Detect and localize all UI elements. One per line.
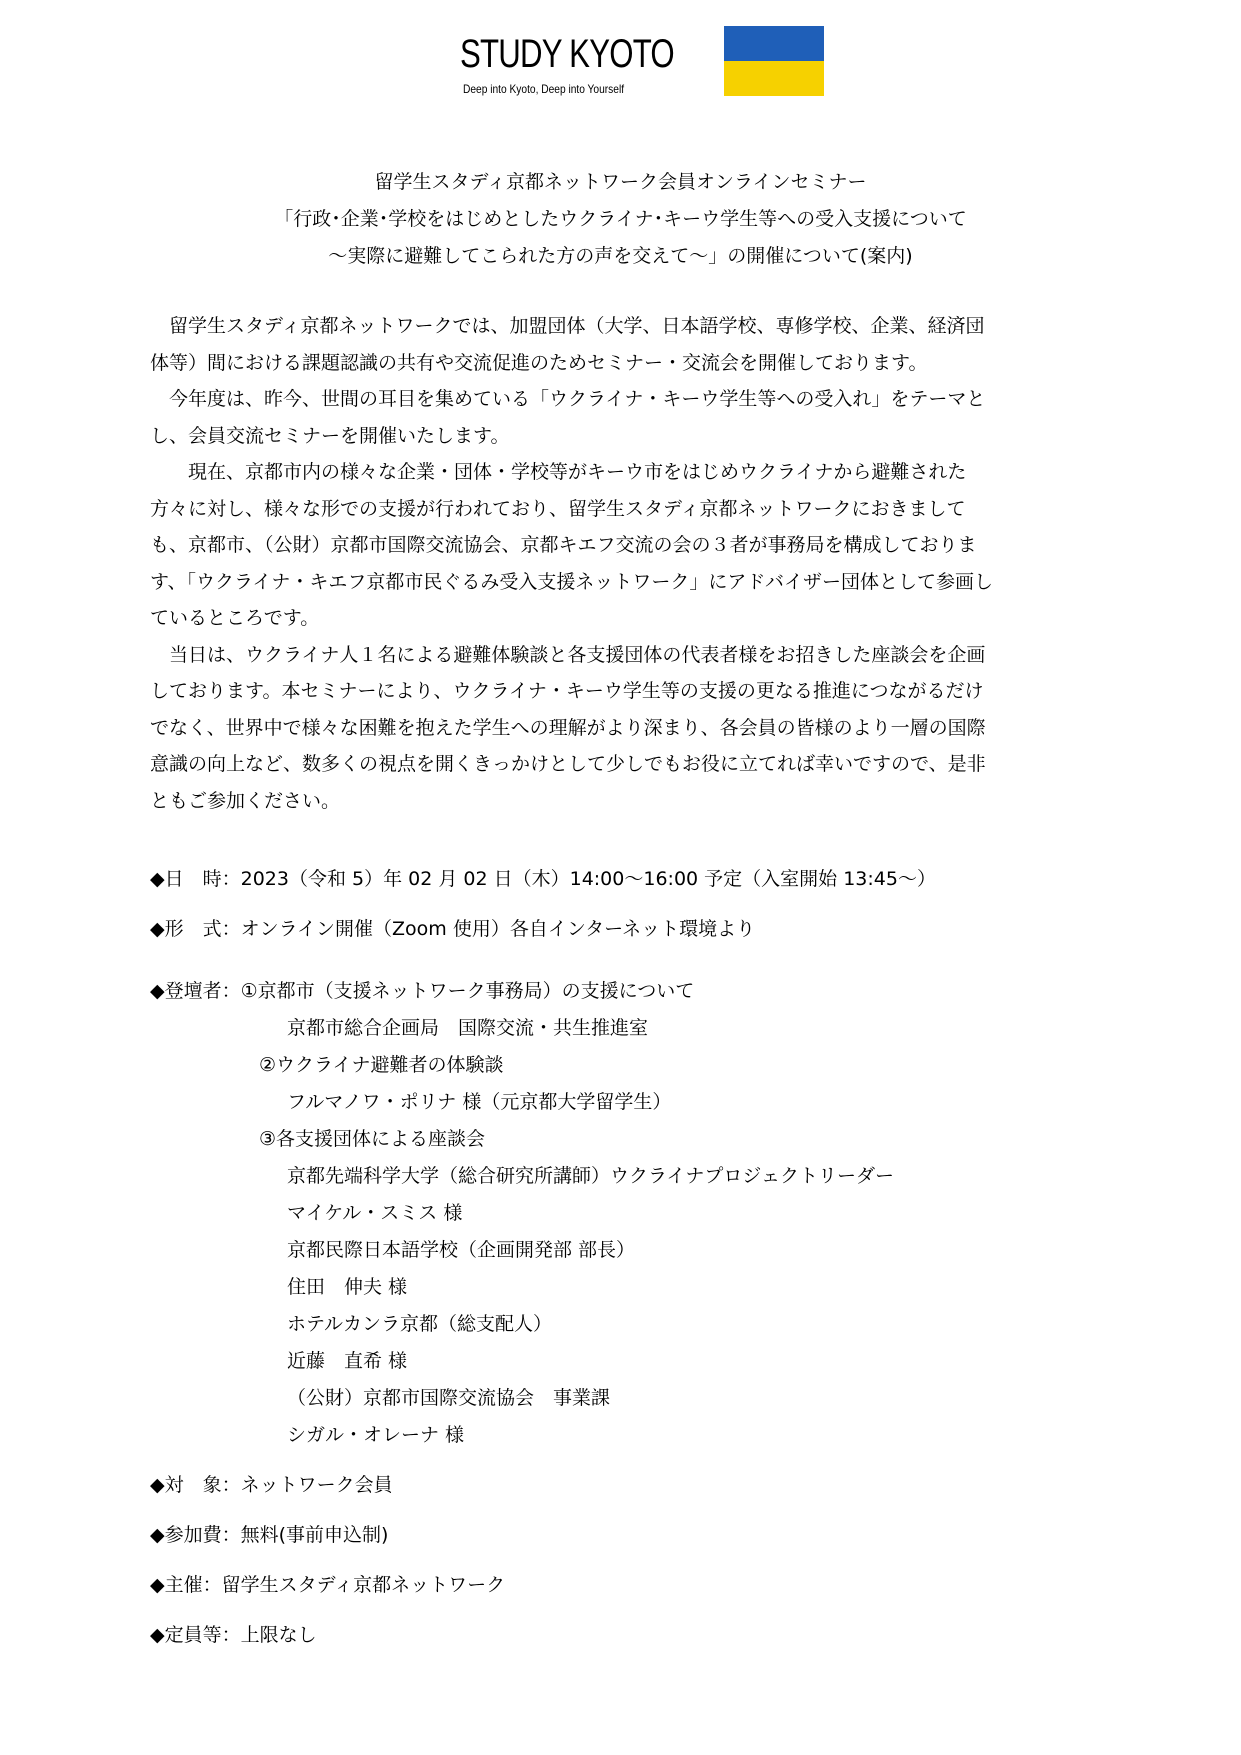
- title-line-3: ～実際に避難してこられた方の声を交えて～」の開催について(案内): [328, 245, 913, 267]
- logo-tagline: Deep into Kyoto, Deep into Yourself: [463, 82, 625, 96]
- document-title: [0, 164, 1241, 275]
- detail-fee: ◆参加費：無料(事前申込制): [150, 1524, 389, 1546]
- speaker-line: 京都先端科学大学（総合研究所講師）ウクライナプロジェクトリーダー: [287, 1165, 895, 1187]
- header: [0, 32, 1241, 102]
- body-line: 留学生スタディ京都ネットワークでは、加盟団体（大学、日本語学校、専修学校、企業、経済団: [150, 315, 985, 337]
- body-text: [150, 308, 1110, 819]
- detail-speakers-label: ◆登壇者：①京都市（支援ネットワーク事務局）の支援について: [150, 980, 695, 1002]
- speaker-line: ホテルカンラ京都（総支配人）: [287, 1313, 553, 1335]
- speaker-line: ②ウクライナ避難者の体験談: [259, 1054, 504, 1076]
- speaker-line: 近藤 直希 様: [287, 1350, 408, 1372]
- ukraine-flag-icon: [724, 26, 824, 96]
- speaker-line: 住田 伸夫 様: [287, 1276, 408, 1298]
- title-line-2: 「行政･企業･学校をはじめとしたウクライナ･キーウ学生等への受入支援について: [274, 208, 967, 230]
- body-line: でなく、世界中で様々な困難を抱えた学生への理解がより深まり、各会員の皆様のより一層の国際: [150, 716, 986, 739]
- body-line: も、京都市、（公財）京都市国際交流協会、京都キエフ交流の会の３者が事務局を構成しておりま: [150, 534, 977, 556]
- detail-host: ◆主催：留学生スタディ京都ネットワーク: [150, 1574, 506, 1596]
- detail-format: ◆形 式：オンライン開催（Zoom 使用）各自インターネット環境より: [150, 918, 756, 940]
- flag-yellow-stripe: [724, 61, 824, 96]
- logo-title: STUDY KYOTO: [460, 32, 674, 76]
- detail-capacity: ◆定員等：上限なし: [150, 1624, 317, 1646]
- speaker-line: （公財）京都市国際交流協会 事業課: [287, 1387, 611, 1409]
- title-line-1: 留学生スタディ京都ネットワーク会員オンラインセミナー: [374, 171, 867, 193]
- body-line: ともご参加ください。: [150, 789, 341, 812]
- body-line: ているところです。: [150, 607, 320, 629]
- body-line: 今年度は、昨今、世間の耳目を集めている「ウクライナ・キーウ学生等への受入れ」をテーマと: [150, 388, 986, 410]
- speaker-line: マイケル・スミス 様: [287, 1202, 463, 1224]
- speaker-line: 京都市総合企画局 国際交流・共生推進室: [287, 1017, 649, 1039]
- body-line: 現在、京都市内の様々な企業・団体・学校等がキーウ市をはじめウクライナから避難された: [150, 461, 967, 483]
- speaker-line: 京都民際日本語学校（企画開発部 部長）: [287, 1239, 636, 1261]
- body-line: し、会員交流セミナーを開催いたします。: [150, 424, 510, 447]
- body-line: 体等）間における課題認識の共有や交流促進のためセミナー・交流会を開催しております。: [150, 351, 928, 374]
- body-line: 当日は、ウクライナ人１名による避難体験談と各支援団体の代表者様をお招きした座談会を企画: [150, 643, 986, 666]
- speaker-line: シガル・オレーナ 様: [287, 1424, 465, 1446]
- speaker-line: ③各支援団体による座談会: [259, 1128, 486, 1150]
- body-line: しております。本セミナーにより、ウクライナ・キーウ学生等の支援の更なる推進につながるだけ: [150, 680, 984, 702]
- flag-blue-stripe: [724, 26, 824, 61]
- body-line: 意識の向上など、数多くの視点を開くきっかけとして少しでもお役に立てれば幸いですので、是非: [150, 753, 986, 775]
- detail-target: ◆対 象：ネットワーク会員: [150, 1474, 393, 1496]
- body-line: 方々に対し、様々な形での支援が行われており、留学生スタディ京都ネットワークにおきまして: [150, 497, 966, 520]
- speaker-line: フルマノワ・ポリナ 様（元京都大学留学生）: [287, 1091, 672, 1113]
- detail-datetime: ◆日 時：2023（令和 5）年 02 月 02 日（木）14:00～16:00 予定（入室開始 13:45～）: [150, 868, 936, 890]
- body-line: す、「ウクライナ・キエフ京都市民ぐるみ受入支援ネットワーク」にアドバイザー団体として参画し: [150, 570, 994, 593]
